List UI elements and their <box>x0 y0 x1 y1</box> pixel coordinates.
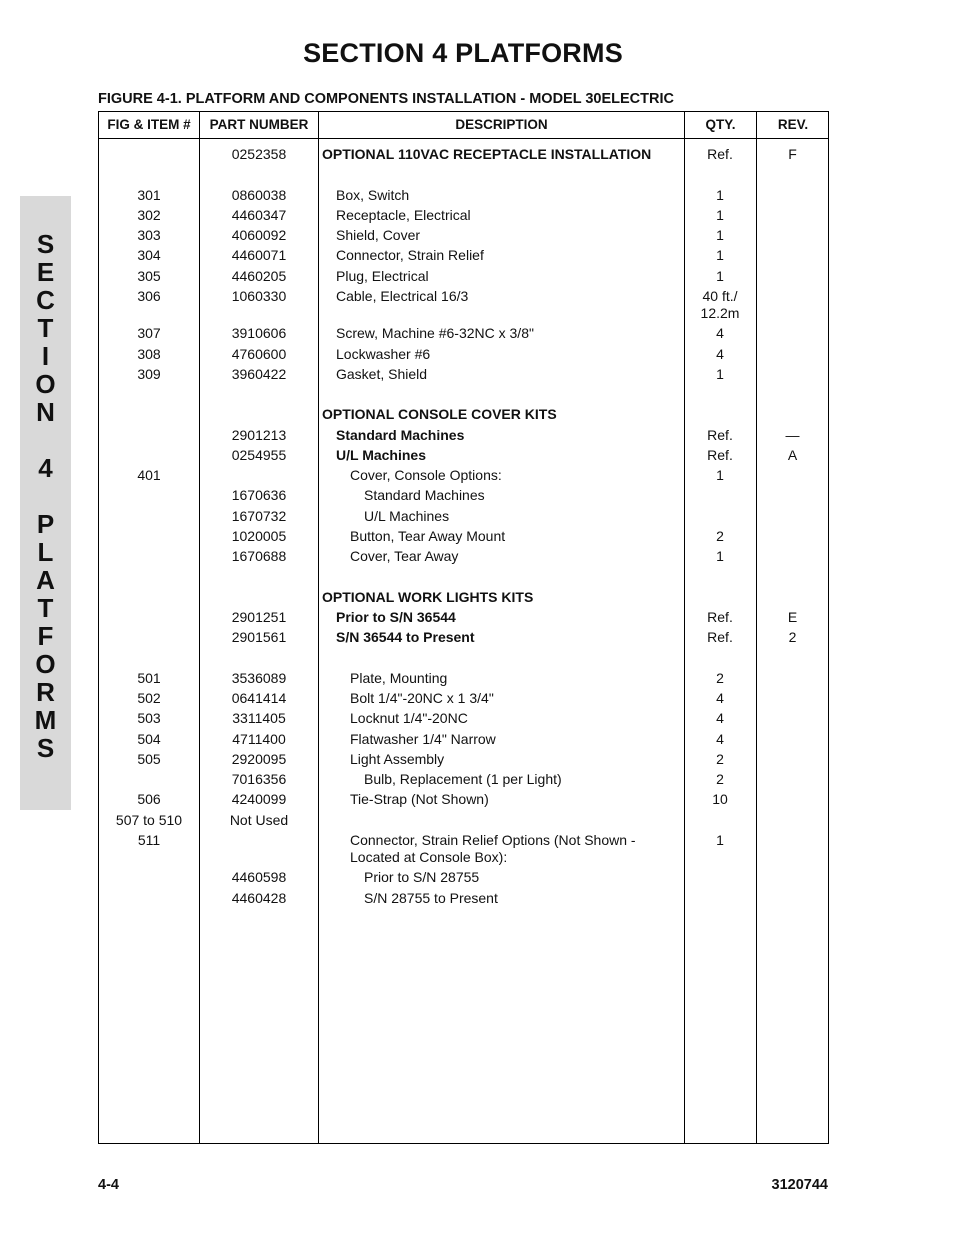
cell-qty: 2 <box>716 670 724 686</box>
cell-part-number: 4460205 <box>231 268 287 284</box>
cell-fig-item: 505 <box>137 751 161 767</box>
column-divider <box>318 112 319 1143</box>
cell-part-number: 3536089 <box>231 670 287 686</box>
section-side-tab <box>20 196 71 810</box>
cell-qty: 1 <box>716 366 724 382</box>
cell-description: Button, Tear Away Mount <box>350 528 506 544</box>
column-divider <box>756 112 757 1143</box>
cell-part-number: 1060330 <box>231 288 287 304</box>
cell-part-number: 4060092 <box>231 227 287 243</box>
cell-part-number: 2901561 <box>231 629 287 645</box>
header-rev: REV. <box>777 117 809 132</box>
cell-part-number: 4460347 <box>231 207 287 223</box>
cell-part-number: 2901213 <box>231 427 287 443</box>
cell-description: Flatwasher 1/4" Narrow <box>350 731 496 747</box>
cell-qty: Ref. <box>707 447 733 463</box>
side-tab-letter: F <box>37 621 54 651</box>
cell-description: OPTIONAL WORK LIGHTS KITS <box>322 589 534 605</box>
cell-fig-item: 307 <box>137 325 161 341</box>
cell-fig-item: 502 <box>137 690 161 706</box>
cell-description: U/L Machines <box>364 508 450 524</box>
cell-part-number: 0252358 <box>231 146 287 162</box>
cell-qty: Ref. <box>707 609 733 625</box>
side-tab-letter: E <box>36 257 55 287</box>
cell-description: Light Assembly <box>350 751 445 767</box>
side-tab-letter: O <box>35 649 56 679</box>
cell-qty: 40 ft./ 12.2m <box>700 288 740 321</box>
document-number: 3120744 <box>771 1177 828 1193</box>
cell-description: Standard Machines <box>336 427 465 443</box>
side-tab-letter: 4 <box>38 453 53 483</box>
cell-fig-item: 304 <box>137 247 161 263</box>
cell-rev: F <box>788 146 797 162</box>
cell-rev: 2 <box>788 629 797 645</box>
cell-part-number: 1670636 <box>231 487 287 503</box>
cell-qty: 10 <box>712 791 728 807</box>
cell-qty: 1 <box>716 832 724 848</box>
cell-description: Gasket, Shield <box>336 366 428 382</box>
cell-description: Cover, Console Options: <box>350 467 502 483</box>
side-tab-letter: S <box>36 229 55 259</box>
cell-qty: 2 <box>716 751 724 767</box>
header-qty: QTY. <box>705 117 736 132</box>
cell-part-number: 3311405 <box>232 710 286 726</box>
cell-part-number: 4460428 <box>231 890 287 906</box>
page-number: 4-4 <box>98 1177 119 1193</box>
cell-description: Locknut 1/4"-20NC <box>350 710 468 726</box>
cell-qty: 1 <box>716 187 724 203</box>
cell-part-number: 2920095 <box>231 751 287 767</box>
table-header-row <box>99 112 828 139</box>
side-tab-letter: T <box>37 313 54 343</box>
cell-description: Screw, Machine #6-32NC x 3/8" <box>336 325 534 341</box>
header-fig-item: FIG & ITEM # <box>107 117 191 132</box>
cell-description: Box, Switch <box>336 187 410 203</box>
cell-part-number: 4760600 <box>231 346 287 362</box>
cell-part-number: 0860038 <box>231 187 287 203</box>
cell-description: Standard Machines <box>364 487 485 503</box>
cell-part-number: 7016356 <box>231 771 287 787</box>
cell-part-number: 0641414 <box>231 690 287 706</box>
cell-fig-item: 506 <box>137 791 161 807</box>
cell-fig-item: 503 <box>137 710 161 726</box>
side-tab-letter: N <box>36 397 55 427</box>
cell-part-number: 3960422 <box>231 366 287 382</box>
cell-qty: 4 <box>716 710 724 726</box>
figure-title: FIGURE 4-1. PLATFORM AND COMPONENTS INSTALLATION - MODEL 30ELECTRIC <box>98 91 674 107</box>
cell-part-number: 0254955 <box>231 447 287 463</box>
header-part-number: PART NUMBER <box>209 117 309 132</box>
cell-part-number: 3910606 <box>231 325 287 341</box>
cell-fig-item: 306 <box>137 288 161 304</box>
cell-rev: E <box>787 609 798 625</box>
cell-qty: 2 <box>716 771 724 787</box>
cell-description: Shield, Cover <box>336 227 421 243</box>
section-title <box>0 38 954 69</box>
cell-qty: 4 <box>716 690 724 706</box>
side-tab-letter: T <box>37 593 54 623</box>
cell-description: OPTIONAL CONSOLE COVER KITS <box>322 406 557 422</box>
cell-part-number: 4460071 <box>231 247 287 263</box>
cell-qty: 1 <box>716 548 724 564</box>
cell-fig-item: 501 <box>137 670 161 686</box>
cell-description: Receptacle, Electrical <box>336 207 471 223</box>
cell-description: Lockwasher #6 <box>336 346 431 362</box>
parts-table <box>98 111 829 1144</box>
cell-qty: 1 <box>716 467 724 483</box>
cell-qty: 4 <box>716 731 724 747</box>
cell-part-number: 1020005 <box>231 528 287 544</box>
cell-description: S/N 36544 to Present <box>336 629 475 645</box>
side-tab-letter: R <box>36 677 55 707</box>
side-tab-letter: P <box>36 509 55 539</box>
side-tab-letter: A <box>36 565 55 595</box>
cell-description: Bulb, Replacement (1 per Light) <box>364 771 562 787</box>
cell-fig-item: 305 <box>137 268 161 284</box>
cell-fig-item: 511 <box>137 832 161 848</box>
cell-fig-item: 301 <box>137 187 161 203</box>
cell-part-number: Not Used <box>229 812 289 828</box>
side-tab-letter: I <box>41 341 50 371</box>
cell-fig-item: 309 <box>137 366 161 382</box>
cell-qty: 4 <box>716 325 724 341</box>
cell-description: Cable, Electrical 16/3 <box>336 288 469 304</box>
cell-description: Bolt 1/4"-20NC x 1 3/4" <box>350 690 494 706</box>
cell-fig-item: 303 <box>137 227 161 243</box>
cell-description: Cover, Tear Away <box>350 548 459 564</box>
cell-rev: — <box>785 427 800 443</box>
cell-part-number: 1670688 <box>231 548 287 564</box>
side-tab-letter: M <box>34 705 57 735</box>
cell-qty: Ref. <box>707 427 733 443</box>
cell-description: S/N 28755 to Present <box>364 890 498 906</box>
cell-fig-item: 302 <box>137 207 161 223</box>
cell-part-number: 4460598 <box>231 869 287 885</box>
side-tab-letter: C <box>36 285 55 315</box>
cell-fig-item: 401 <box>137 467 161 483</box>
cell-description: Prior to S/N 28755 <box>364 869 480 885</box>
cell-qty: 2 <box>716 528 724 544</box>
cell-qty: 4 <box>716 346 724 362</box>
cell-description: Tie-Strap (Not Shown) <box>350 791 489 807</box>
column-divider <box>199 112 200 1143</box>
cell-fig-item: 507 to 510 <box>115 812 183 828</box>
cell-description: Plug, Electrical <box>336 268 429 284</box>
cell-part-number: 4240099 <box>231 791 287 807</box>
cell-part-number: 4711400 <box>232 731 286 747</box>
section-title-text: SECTION 4 PLATFORMS <box>303 38 623 68</box>
side-tab-letter: O <box>35 369 56 399</box>
cell-description: Prior to S/N 36544 <box>336 609 456 625</box>
cell-qty: 1 <box>716 247 724 263</box>
side-tab-letter: S <box>36 733 55 763</box>
side-tab-spacer <box>20 426 71 454</box>
cell-description: Plate, Mounting <box>350 670 448 686</box>
cell-part-number: 1670732 <box>231 508 287 524</box>
cell-part-number: 2901251 <box>231 609 287 625</box>
cell-rev: A <box>787 447 798 463</box>
cell-description: U/L Machines <box>336 447 426 463</box>
side-tab-letter: L <box>37 537 54 567</box>
cell-fig-item: 504 <box>137 731 161 747</box>
side-tab-letters <box>20 230 71 762</box>
cell-qty: Ref. <box>707 146 733 162</box>
cell-description: Connector, Strain Relief Options (Not Shown - Located at Console Box): <box>350 832 636 865</box>
cell-qty: 1 <box>716 207 724 223</box>
cell-fig-item: 308 <box>137 346 161 362</box>
header-description: DESCRIPTION <box>455 117 548 132</box>
column-divider <box>684 112 685 1143</box>
cell-description: Connector, Strain Relief <box>336 247 484 263</box>
cell-qty: 1 <box>716 227 724 243</box>
cell-qty: Ref. <box>707 629 733 645</box>
cell-description: OPTIONAL 110VAC RECEPTACLE INSTALLATION <box>322 146 652 162</box>
cell-qty: 1 <box>716 268 724 284</box>
side-tab-spacer <box>20 482 71 510</box>
